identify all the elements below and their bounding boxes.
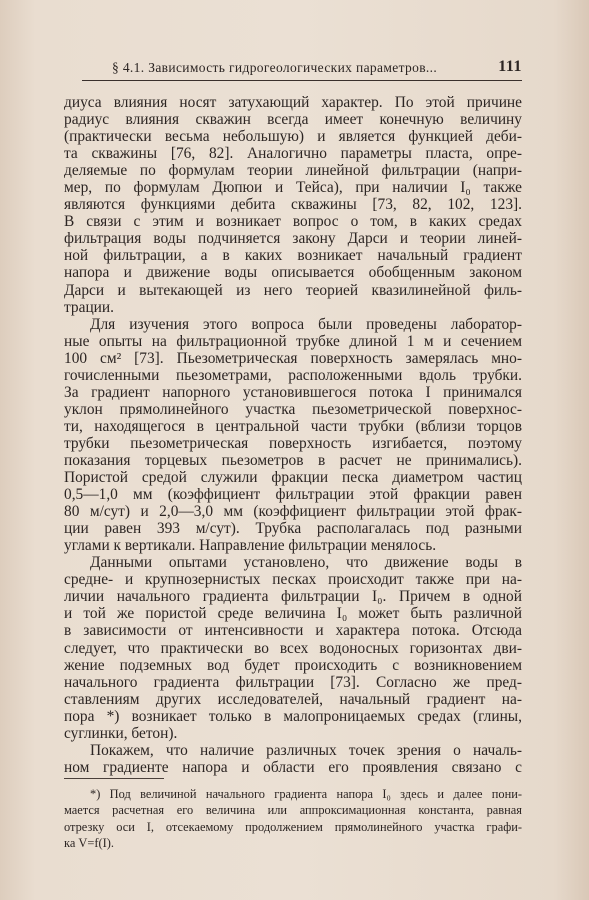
footnote-line: отрезку оси I, отсекаемому продолжением прямолинейного участка графи- xyxy=(64,819,522,834)
footnote-rule xyxy=(64,778,164,779)
text-line: мер, по формулам Дюпюи и Тейса), при наличии I₀ также xyxy=(64,179,522,197)
footnote-line: ка V=f(I). xyxy=(64,836,114,851)
text-line: диуса влияния носят затухающий характер. По этой причине xyxy=(64,94,522,111)
text-line: та скважины [76, 82]. Аналогично параметры пласта, опре- xyxy=(64,145,522,163)
text-line: жение подземных вод будет происходить с возникновением xyxy=(64,656,522,674)
text-line: углами к вертикали. Направление фильтрации менялось. xyxy=(64,537,437,555)
text-line: показания торцевых пьезометров в расчет не принимались). xyxy=(64,451,522,469)
text-line: За градиент напорного установившегося потока I принимался xyxy=(64,383,522,401)
text-line: личии начального градиента фильтрации I₀. Причем в одной xyxy=(64,588,522,606)
header-rule xyxy=(82,80,522,81)
footnote-line: мается расчетная его величина или аппроксимационная константа, равная xyxy=(64,803,522,818)
footnote xyxy=(64,786,522,852)
text-line: начального градиента фильтрации [73]. Согласно же пред- xyxy=(64,673,522,691)
page-number: 111 xyxy=(498,58,522,75)
text-line: трубки пьезометрическая поверхность изгибается, поэтому xyxy=(64,434,522,452)
text-line: деляемые по формулам теории линейной фильтрации (напри- xyxy=(64,162,522,180)
text-line: ном градиенте напора и области его проявления связано с xyxy=(64,758,522,776)
text-line: средне- и крупнозернистых песках происходит также при на- xyxy=(64,571,522,589)
text-line: и той же пористой среде величина I₀ может быть различной xyxy=(64,605,522,623)
running-header xyxy=(112,56,522,80)
text-line: ставлениям других исследователей, начальный градиент на- xyxy=(64,690,522,708)
text-line: Пористой средой служили фракции песка диаметром частиц xyxy=(64,469,522,487)
text-line: радиус влияния скважин всегда имеет конечную величину xyxy=(64,111,522,129)
text-line: Данными опытами установлено, что движение воды в xyxy=(90,554,522,572)
text-line: 0,5—1,0 мм (коэффициент фильтрации этой фракции равен xyxy=(64,486,522,504)
text-line: ции равен 393 м/сут). Трубка располагалась под разными xyxy=(64,520,522,538)
text-line: 80 м/сут) и 2,0—3,0 мм (коэффициент фильтрации этой фрак- xyxy=(64,503,522,521)
text-line: гочисленными пьезометрами, расположенными вдоль трубки. xyxy=(64,366,522,384)
text-line: Дарси и вытекающей из него теорией квазилинейной филь- xyxy=(64,281,522,299)
text-line: в зависимости от интенсивности и характера потока. Отсюда xyxy=(64,622,522,640)
text-line: (практически весьма небольшую) и является функцией деби- xyxy=(64,128,522,146)
text-line: суглинки, бетон). xyxy=(64,724,178,742)
text-line: пора *) возникает только в малопроницаемых средах (глины, xyxy=(64,707,522,725)
text-line: фильтрация воды подчиняется закону Дарси и теории линей- xyxy=(64,230,522,248)
text-line: напора и движение воды описывается обобщенным законом xyxy=(64,264,522,282)
text-line: следует, что практически во всех водоносных горизонтах дви- xyxy=(64,639,522,657)
text-line: В связи с этим и возникает вопрос о том, в каких средах xyxy=(64,213,522,231)
text-line: являются функциями дебита скважины [73, 82, 102, 123]. xyxy=(64,196,522,214)
text-line: ной фильтрации, а в каких возникает начальный градиент xyxy=(64,247,522,265)
text-line: 100 см² [73]. Пьезометрическая поверхность замерялась мно- xyxy=(64,349,522,367)
text-line: ти, находящегося в центральной части трубки (вблизи торцов xyxy=(64,417,522,435)
body-text xyxy=(64,94,522,776)
footnote-line: *) Под величиной начального градиента напора I₀ здесь и далее пони- xyxy=(90,787,522,801)
running-header-title: § 4.1. Зависимость гидрогеологических параметров... xyxy=(112,60,438,75)
text-line: трации. xyxy=(64,298,114,316)
text-line: ные опыты на фильтрационной трубке длиной 1 м и сечением xyxy=(64,332,522,350)
text-line: Покажем, что наличие различных точек зрения о началь- xyxy=(90,741,522,759)
text-line: уклон прямолинейного участка пьезометрической поверхнос- xyxy=(64,400,522,418)
text-line: Для изучения этого вопроса были проведены лаборатор- xyxy=(90,315,522,333)
